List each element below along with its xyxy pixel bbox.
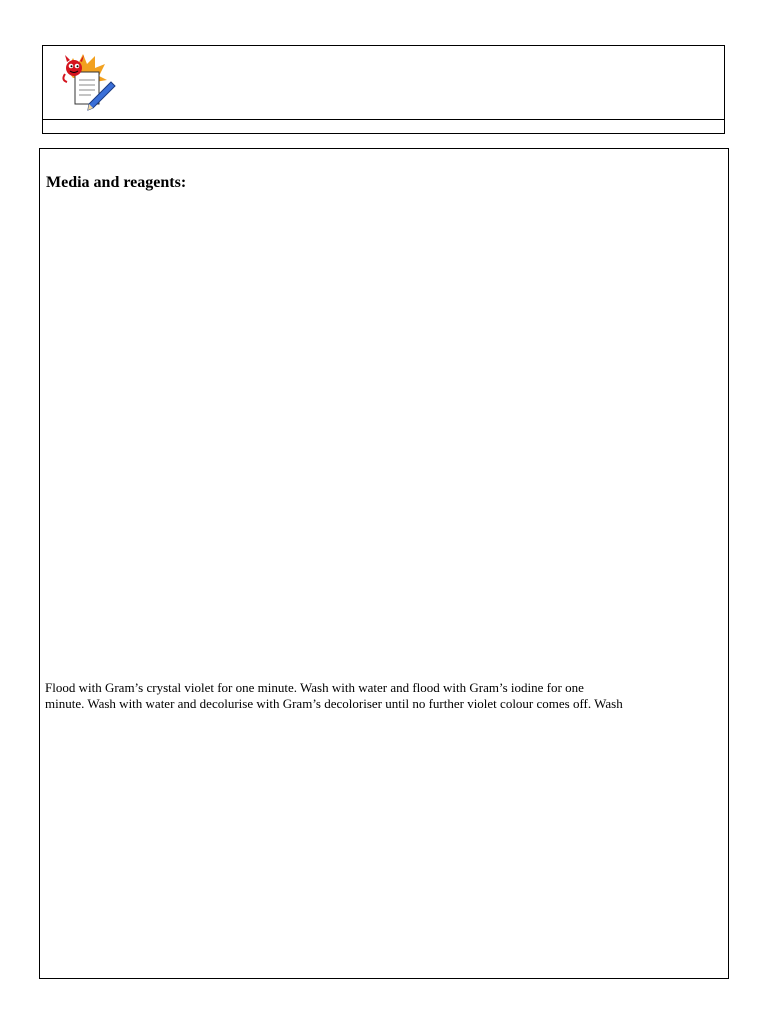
header-info-row — [43, 120, 724, 134]
document-header — [42, 45, 725, 134]
procedure-line-1: Flood with Gram’s crystal violet for one minute. Wash with water and flood with Gram’s iodine for one — [45, 680, 584, 695]
procedure-line-2: minute. Wash with water and decolurise with Gram’s decoloriser until no further violet colour comes off. Wash — [45, 696, 623, 711]
section-heading: Media and reagents: — [46, 174, 187, 191]
header-logo-row — [43, 46, 724, 120]
document-body — [39, 148, 729, 979]
devil-with-clipboard-and-pen-icon — [53, 52, 119, 114]
procedure-paragraph — [45, 680, 725, 712]
